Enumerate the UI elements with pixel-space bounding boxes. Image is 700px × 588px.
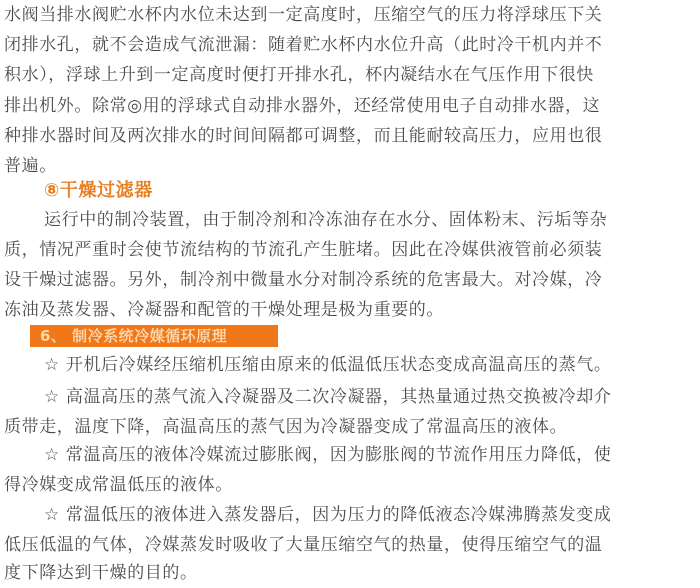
text-line-20: 度下降达到干燥的目的。 [4, 563, 198, 583]
text-line-10: 设干燥过滤器。另外，制冷剂中微量水分对制冷系统的危害最大。对冷媒，冷 [4, 270, 603, 290]
text-line-4: 排出机外。除常◎用的浮球式自动排水器外，还经常使用电子自动排水器，这 [4, 96, 601, 116]
text-line-9: 质，情况严重时会使节流结构的节流孔产生脏堵。因此在冷媒供液管前必须装 [4, 240, 603, 260]
text-line-15: 质带走，温度下降，高温高压的蒸气因为冷凝器变成了常温高压的液体。 [4, 417, 568, 437]
text-line-11: 冻油及蒸发器、冷凝器和配管的干燥处理是极为重要的。 [4, 300, 444, 320]
text-line-17: 得冷媒变成常温低压的液体。 [4, 475, 233, 495]
bullet-line-1: ☆ 开机后冷媒经压缩机压缩由原来的低温低压状态变成高温高压的蒸气。 [44, 355, 612, 375]
text-line-6: 普遍。 [4, 156, 57, 176]
bullet-line-4: ☆ 常温低压的液体进入蒸发器后，因为压力的降低液态冷媒沸腾蒸发变成 [44, 505, 612, 525]
section-heading-dryer-filter: ⑧干燥过滤器 [44, 180, 153, 201]
text-line-2: 闭排水孔，就不会造成气流泄漏：随着贮水杯内水位升高（此时冷干机内并不 [4, 35, 603, 55]
bullet-line-2: ☆ 高温高压的蒸气流入冷凝器及二次冷凝器，其热量通过热交换被冷却介 [44, 387, 612, 407]
text-line-3: 积水），浮球上升到一定高度时便打开排水孔，杯内凝结水在气压作用下很快 [4, 65, 594, 85]
text-line-1: 水阀当排水阀贮水杯内水位未达到一定高度时，压缩空气的压力将浮球压下关 [4, 5, 603, 25]
text-line-8: 运行中的制冷装置，由于制冷剂和冷冻油存在水分、固体粉末、污垢等杂 [44, 210, 608, 230]
section-banner-refrigerant-cycle: 6、 制冷系统冷媒循环原理 [30, 325, 278, 347]
text-line-19: 低压低温的气体，冷媒蒸发时吸收了大量压缩空气的热量，使得压缩空气的温 [4, 535, 603, 555]
text-line-5: 种排水器时间及两次排水的时间间隔都可调整，而且能耐较高压力，应用也很 [4, 126, 603, 146]
bullet-line-3: ☆ 常温高压的液体冷媒流过膨胀阀，因为膨胀阀的节流作用压力降低，使 [44, 445, 612, 465]
